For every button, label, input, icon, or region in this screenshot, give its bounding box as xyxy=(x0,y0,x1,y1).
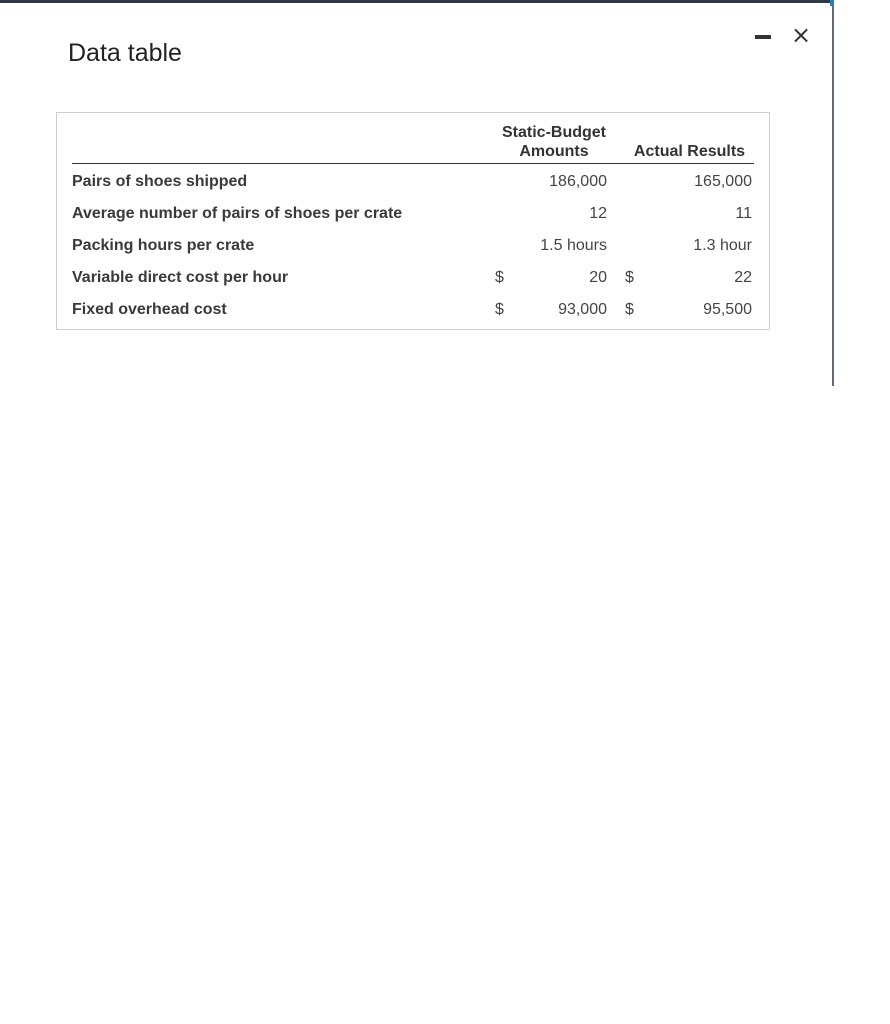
header-actual-results: Actual Results xyxy=(625,123,754,164)
close-button[interactable] xyxy=(790,23,812,47)
row-dollar-actual xyxy=(625,164,643,199)
table-container xyxy=(56,112,770,330)
header-label xyxy=(72,123,495,164)
minimize-icon xyxy=(755,35,771,39)
table-header-row xyxy=(72,123,754,164)
row-dollar-static xyxy=(495,164,515,199)
window-controls xyxy=(752,23,812,47)
row-dollar-static: $ xyxy=(495,301,504,318)
row-actual-value: 22 xyxy=(734,269,752,286)
header-static-budget-line1: Static-Budget xyxy=(502,124,606,141)
row-static-value: 93,000 xyxy=(558,301,607,318)
row-dollar-actual xyxy=(625,230,643,262)
row-dollar-actual: $ xyxy=(625,269,634,286)
row-dollar-actual xyxy=(625,198,643,230)
minimize-button[interactable] xyxy=(752,23,774,47)
row-static-value: 12 xyxy=(589,205,607,222)
close-icon: × xyxy=(790,21,812,49)
data-table-dialog xyxy=(0,0,834,386)
row-dollar-static xyxy=(495,230,515,262)
row-static-value: 20 xyxy=(589,269,607,286)
row-actual-value: 11 xyxy=(735,205,752,222)
row-actual-value: 95,500 xyxy=(703,301,752,318)
row-dollar-static xyxy=(495,198,515,230)
table-row xyxy=(72,230,754,262)
row-actual-value: 1.3 hour xyxy=(693,237,752,254)
row-static-value: 186,000 xyxy=(549,173,607,190)
row-static-value: 1.5 hours xyxy=(540,237,607,254)
row-label: Average number of pairs of shoes per crate xyxy=(72,205,403,222)
row-label: Fixed overhead cost xyxy=(72,301,227,318)
row-label: Variable direct cost per hour xyxy=(72,269,289,286)
header-static-budget xyxy=(495,123,625,164)
table-row xyxy=(72,198,754,230)
dialog-title: Data table xyxy=(68,39,182,67)
budget-data-table xyxy=(72,123,754,326)
row-dollar-static: $ xyxy=(495,269,504,286)
row-actual-value: 165,000 xyxy=(694,173,752,190)
table-row xyxy=(72,294,754,326)
row-dollar-actual: $ xyxy=(625,301,634,318)
header-static-budget-line2: Amounts xyxy=(519,143,589,160)
row-label: Pairs of shoes shipped xyxy=(72,173,248,190)
table-row xyxy=(72,262,754,294)
table-row xyxy=(72,164,754,199)
row-label: Packing hours per crate xyxy=(72,237,255,254)
